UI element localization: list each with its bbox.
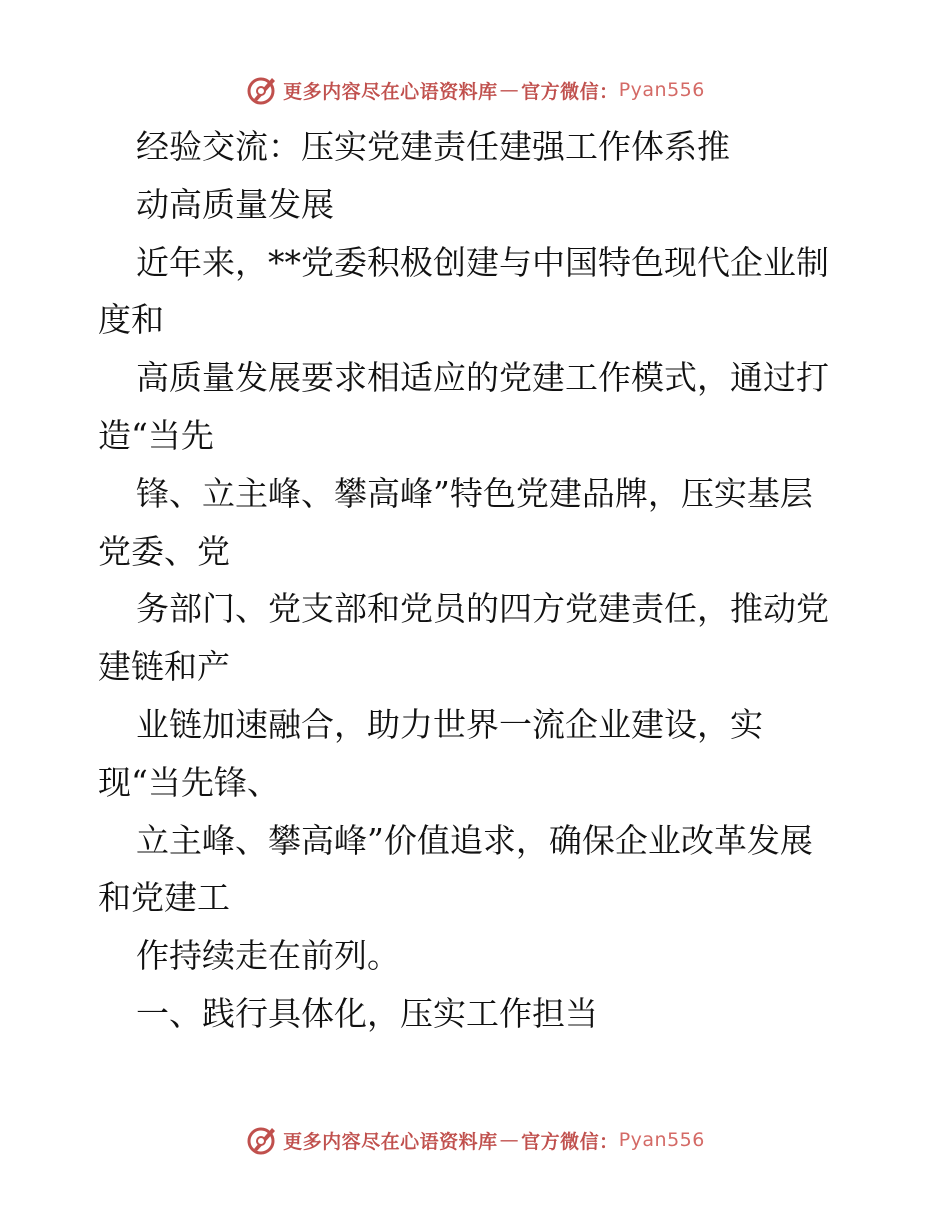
paragraph-line: 高质量发展要求相适应的党建工作模式，通过打 [136,358,829,398]
document-title-line: 动高质量发展 [136,184,334,224]
watermark-main-text: 更多内容尽在心语资料库 [283,1130,498,1153]
paragraph-line: 造“当先 [98,415,214,455]
watermark-separator: — [499,1129,520,1151]
paragraph-line: 现“当先锋、 [98,762,280,802]
watermark-separator: — [499,79,520,101]
paragraph-line: 立主峰、攀高峰”价值追求，确保企业改革发展 [136,820,813,860]
watermark-official-label: 官方微信： [521,80,619,103]
paragraph-line: 作持续走在前列。 [136,936,400,976]
watermark-main-text: 更多内容尽在心语资料库 [283,80,498,103]
watermark-wechat-id: Pyan556 [618,79,705,101]
paragraph-line: 锋、立主峰、攀高峰”特色党建品牌，压实基层 [136,473,813,513]
watermark-wechat-id: Pyan556 [618,1129,705,1151]
header-watermark [0,70,950,110]
quill-logo-icon [245,73,279,107]
paragraph-line: 务部门、党支部和党员的四方党建责任，推动党 [136,589,829,629]
paragraph-line: 党委、党 [98,531,230,571]
section-heading: 一、践行具体化，压实工作担当 [136,993,598,1033]
document-title-line: 经验交流：压实党建责任建强工作体系推 [136,127,730,166]
document-body [98,118,858,1043]
watermark-official-label: 官方微信： [521,1130,619,1153]
quill-logo-icon [245,1123,279,1157]
paragraph-line: 建链和产 [98,647,230,687]
paragraph-line: 和党建工 [98,878,230,918]
footer-watermark [0,1120,950,1160]
paragraph-line: 业链加速融合，助力世界一流企业建设，实 [136,704,763,744]
paragraph-line: 度和 [98,300,164,340]
paragraph-line: 近年来，**党委积极创建与中国特色现代企业制 [136,242,829,282]
